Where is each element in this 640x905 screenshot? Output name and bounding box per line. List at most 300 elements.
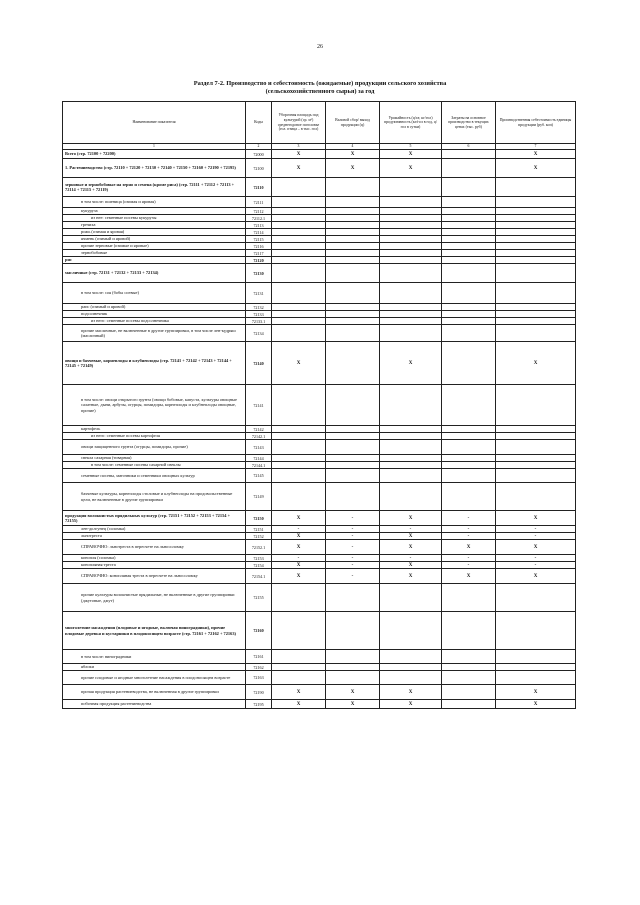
row-value-c4: [326, 440, 380, 455]
row-code: 72134: [246, 325, 272, 342]
row-value-c4: -: [326, 569, 380, 584]
row-code: 72144.1: [246, 462, 272, 469]
row-value-c5: [380, 197, 442, 208]
table-row: [63, 426, 576, 433]
row-value-c5: [380, 385, 442, 426]
row-value-c6: [442, 197, 496, 208]
row-value-c3: [272, 304, 326, 311]
row-value-c7: [496, 208, 576, 215]
row-code: 72115: [246, 236, 272, 243]
row-value-c3: [272, 197, 326, 208]
row-value-c4: [326, 455, 380, 462]
table-row: [63, 612, 576, 650]
row-label: льнотреста: [63, 533, 246, 540]
row-value-c6: [442, 462, 496, 469]
row-value-c4: [326, 304, 380, 311]
title-line-1: Раздел 7-2. Производство и себестоимость (ожидаемые) продукции сельского хозяйства: [193, 80, 447, 87]
table-row: [63, 700, 576, 709]
row-label: семенные посевы, маточники и семенники овощных культур: [63, 469, 246, 483]
row-label: рапс (озимый и яровой): [63, 304, 246, 311]
row-value-c5: [380, 229, 442, 236]
row-value-c5: X: [380, 150, 442, 159]
row-value-c7: [496, 197, 576, 208]
header-yield: Валовой сбор/ выход продукции (ц): [326, 102, 380, 144]
row-value-c3: X: [272, 540, 326, 555]
column-number: 1: [63, 144, 246, 150]
row-code: 72152.1: [246, 540, 272, 555]
row-value-c4: X: [326, 150, 380, 159]
row-code: 72163: [246, 671, 272, 685]
row-value-c5: X: [380, 562, 442, 569]
row-label: овощи защищенного грунта (огурцы, помидоры, прочие): [63, 440, 246, 455]
row-value-c3: X: [272, 533, 326, 540]
row-value-c3: [272, 462, 326, 469]
row-label: ячмень (озимый и яровой): [63, 236, 246, 243]
row-value-c5: -: [380, 555, 442, 562]
row-value-c4: [326, 325, 380, 342]
row-label: СПРАВОЧНО: конопляная треста в пересчете на льносоломку: [63, 569, 246, 584]
row-label: СПРАВОЧНО: льнотреста в пересчете на льносоломку: [63, 540, 246, 555]
row-value-c5: [380, 243, 442, 250]
row-value-c6: [442, 469, 496, 483]
table-row: [63, 540, 576, 555]
table-row: [63, 555, 576, 562]
row-label: овощи и бахчевые, корнеплоды и клубнеплоды (стр. 72141 + 72142 + 72143 + 72144 + 72145 + 72149): [63, 342, 246, 385]
row-label: лен-долгунец (соломка): [63, 526, 246, 533]
row-value-c4: -: [326, 540, 380, 555]
row-value-c3: [272, 483, 326, 511]
row-value-c3: [272, 283, 326, 304]
row-value-c4: X: [326, 159, 380, 178]
row-value-c6: [442, 325, 496, 342]
table-row: [63, 533, 576, 540]
table-row: [63, 208, 576, 215]
row-value-c6: [442, 150, 496, 159]
row-value-c7: [496, 462, 576, 469]
row-value-c5: X: [380, 159, 442, 178]
row-value-c6: [442, 671, 496, 685]
table-row: [63, 685, 576, 700]
row-value-c5: [380, 222, 442, 229]
row-label: рис: [63, 257, 246, 264]
table-row: [63, 511, 576, 526]
row-value-c5: [380, 483, 442, 511]
table-row: [63, 257, 576, 264]
row-code: 72195: [246, 700, 272, 709]
row-value-c7: [496, 229, 576, 236]
row-code: 72117: [246, 250, 272, 257]
row-code: 72142: [246, 426, 272, 433]
row-value-c4: X: [326, 700, 380, 709]
row-value-c7: [496, 650, 576, 664]
row-label: прочие зерновые (озимые и яровые): [63, 243, 246, 250]
row-value-c4: [326, 208, 380, 215]
row-value-c6: [442, 664, 496, 671]
row-value-c4: [326, 342, 380, 385]
row-label: из него: семенные посевы подсолнечника: [63, 318, 246, 325]
row-value-c5: [380, 215, 442, 222]
row-value-c6: [442, 178, 496, 197]
row-value-c5: [380, 584, 442, 612]
row-value-c5: [380, 455, 442, 462]
row-value-c6: [442, 264, 496, 283]
row-value-c6: [442, 311, 496, 318]
row-value-c6: [442, 229, 496, 236]
row-value-c5: [380, 462, 442, 469]
row-value-c7: [496, 325, 576, 342]
row-value-c5: X: [380, 540, 442, 555]
row-code: 72113: [246, 222, 272, 229]
row-value-c6: [442, 455, 496, 462]
table-row: [63, 671, 576, 685]
row-value-c7: [496, 264, 576, 283]
row-value-c4: [326, 222, 380, 229]
row-value-c5: [380, 311, 442, 318]
row-label: зернобобовые: [63, 250, 246, 257]
row-value-c5: [380, 650, 442, 664]
row-value-c5: X: [380, 533, 442, 540]
row-value-c3: [272, 236, 326, 243]
row-value-c3: X: [272, 569, 326, 584]
row-label: свекла сахарная (товарная): [63, 455, 246, 462]
row-value-c6: -: [442, 511, 496, 526]
row-code: 72151: [246, 526, 272, 533]
table-row: [63, 462, 576, 469]
row-label: в том числе: семенные посевы сахарной свеклы: [63, 462, 246, 469]
row-code: 72154.1: [246, 569, 272, 584]
row-value-c6: -: [442, 533, 496, 540]
row-label: кукуруза: [63, 208, 246, 215]
row-value-c3: [272, 178, 326, 197]
production-cost-table: [62, 101, 575, 709]
row-value-c3: [272, 671, 326, 685]
row-value-c4: [326, 178, 380, 197]
row-code: 72153: [246, 555, 272, 562]
row-label: яблоки: [63, 664, 246, 671]
row-value-c3: X: [272, 150, 326, 159]
row-value-c5: X: [380, 700, 442, 709]
row-code: 72143: [246, 440, 272, 455]
row-value-c5: [380, 664, 442, 671]
row-value-c7: [496, 283, 576, 304]
row-value-c4: [326, 264, 380, 283]
row-label: из нее: семенные посевы кукурузы: [63, 215, 246, 222]
row-code: 72132: [246, 304, 272, 311]
row-code: 72152: [246, 533, 272, 540]
row-value-c5: [380, 469, 442, 483]
column-number: 2: [246, 144, 272, 150]
table-row: [63, 283, 576, 304]
row-value-c4: -: [326, 533, 380, 540]
row-value-c5: X: [380, 342, 442, 385]
row-value-c5: [380, 612, 442, 650]
row-label: прочие масличные, не включенные в другие группировки, в том числе лен-кудряш (масличный): [63, 325, 246, 342]
row-code: 72130: [246, 264, 272, 283]
table-row: [63, 650, 576, 664]
row-label: Всего (стр. 72100 + 72200): [63, 150, 246, 159]
row-value-c5: [380, 440, 442, 455]
row-value-c7: [496, 318, 576, 325]
row-code: 72161: [246, 650, 272, 664]
row-value-c6: [442, 433, 496, 440]
row-label: в том числе: соя (бобы соевые): [63, 283, 246, 304]
table-row: [63, 385, 576, 426]
row-value-c4: [326, 483, 380, 511]
row-value-c7: -: [496, 533, 576, 540]
row-label: прочая продукция растениеводства, не включенная в другие группировки: [63, 685, 246, 700]
row-value-c5: [380, 304, 442, 311]
row-value-c3: X: [272, 342, 326, 385]
row-label: прочие культуры волокнистые прядильные, не включенные в другие группировки (джутовые, джут): [63, 584, 246, 612]
header-area: Уборочная площадь под культурой (ср. м²) среднегодовое поголовье (гол. птица – в тыс. гол): [272, 102, 326, 144]
row-code: 72144: [246, 455, 272, 462]
row-value-c3: [272, 325, 326, 342]
row-value-c3: X: [272, 562, 326, 569]
row-label: масличные (стр. 72131 + 72132 + 72133 + 72134): [63, 264, 246, 283]
row-value-c7: [496, 385, 576, 426]
row-value-c5: X: [380, 569, 442, 584]
row-value-c7: X: [496, 342, 576, 385]
row-code: 72142.1: [246, 433, 272, 440]
row-value-c6: [442, 426, 496, 433]
row-label: в том числе: виноградники: [63, 650, 246, 664]
row-value-c7: [496, 243, 576, 250]
row-value-c7: [496, 178, 576, 197]
row-value-c4: -: [326, 526, 380, 533]
table-row: [63, 526, 576, 533]
row-value-c6: [442, 685, 496, 700]
row-value-c7: X: [496, 569, 576, 584]
row-label: прочие плодовые и ягодные многолетние насаждения в плодоносящем возрасте: [63, 671, 246, 685]
header-name: Наименование показателя: [63, 102, 246, 144]
row-value-c3: [272, 426, 326, 433]
row-value-c6: [442, 700, 496, 709]
section-title: [60, 80, 580, 96]
row-value-c4: [326, 584, 380, 612]
row-value-c7: [496, 426, 576, 433]
table-row: [63, 236, 576, 243]
row-value-c3: [272, 440, 326, 455]
row-code: 72155: [246, 584, 272, 612]
row-value-c7: -: [496, 526, 576, 533]
row-value-c6: X: [442, 569, 496, 584]
row-value-c4: -: [326, 562, 380, 569]
row-value-c5: [380, 433, 442, 440]
row-value-c5: [380, 264, 442, 283]
table-row: [63, 178, 576, 197]
row-code: 72149: [246, 483, 272, 511]
header-code: Коды: [246, 102, 272, 144]
row-value-c5: [380, 236, 442, 243]
row-value-c6: X: [442, 540, 496, 555]
table-row: [63, 243, 576, 250]
row-value-c6: [442, 385, 496, 426]
table-row: [63, 250, 576, 257]
title-line-2: (сельскохозяйственного сырья) за год: [265, 88, 375, 95]
row-code: 72131: [246, 283, 272, 304]
row-label: многолетние насаждения (плодовые и ягодные, включая виноградники), прочие плодовые деревья и кустарники в плодоносящем возрасте (стр. 72161 + 72162 + 72163): [63, 612, 246, 650]
row-code: 72112: [246, 208, 272, 215]
row-value-c6: [442, 304, 496, 311]
row-value-c6: [442, 440, 496, 455]
row-code: 72141: [246, 385, 272, 426]
table-row: [63, 433, 576, 440]
row-value-c7: [496, 236, 576, 243]
table-row: [63, 455, 576, 462]
row-label: гречиха: [63, 222, 246, 229]
row-value-c3: [272, 433, 326, 440]
row-value-c6: [442, 650, 496, 664]
row-value-c4: [326, 664, 380, 671]
row-label: зерновые и зернобобовые на зерно и семена (кроме риса) (стр. 72111 + 72112 + 72113 + 72114 + 72115 + 72119): [63, 178, 246, 197]
row-value-c4: [326, 311, 380, 318]
row-value-c4: [326, 433, 380, 440]
row-label: из него: семенные посевы картофеля: [63, 433, 246, 440]
row-value-c6: -: [442, 555, 496, 562]
row-value-c4: [326, 671, 380, 685]
row-value-c3: [272, 257, 326, 264]
row-value-c7: X: [496, 150, 576, 159]
header-row: [63, 102, 576, 144]
row-code: 72111: [246, 197, 272, 208]
row-value-c7: [496, 612, 576, 650]
row-value-c7: [496, 584, 576, 612]
row-code: 72190: [246, 685, 272, 700]
row-value-c7: [496, 250, 576, 257]
row-value-c7: [496, 440, 576, 455]
row-value-c4: [326, 197, 380, 208]
row-code: 72145: [246, 469, 272, 483]
row-code: 72160: [246, 612, 272, 650]
row-value-c7: X: [496, 700, 576, 709]
table-row: [63, 229, 576, 236]
row-value-c4: [326, 612, 380, 650]
row-value-c7: X: [496, 685, 576, 700]
row-value-c3: X: [272, 511, 326, 526]
row-label: конопля (соломка): [63, 555, 246, 562]
row-label: 1. Растениеводство (стр. 72110 + 72120 + 72130 + 72140 + 72150 + 72160 + 72190 + 72195): [63, 159, 246, 178]
row-value-c3: [272, 385, 326, 426]
row-value-c4: [326, 318, 380, 325]
row-value-c7: [496, 222, 576, 229]
row-value-c3: [272, 650, 326, 664]
header-costs: Затраты на основное производство в текущих ценах (тыс. руб): [442, 102, 496, 144]
row-value-c7: [496, 311, 576, 318]
row-value-c7: [496, 215, 576, 222]
row-value-c7: [496, 483, 576, 511]
row-code: 72162: [246, 664, 272, 671]
row-value-c3: X: [272, 685, 326, 700]
row-value-c7: -: [496, 562, 576, 569]
row-value-c6: [442, 208, 496, 215]
row-code: 72112.1: [246, 215, 272, 222]
table-row: [63, 318, 576, 325]
row-value-c5: [380, 426, 442, 433]
table-row: [63, 197, 576, 208]
row-value-c5: -: [380, 526, 442, 533]
row-value-c7: [496, 455, 576, 462]
row-value-c5: [380, 178, 442, 197]
row-value-c3: [272, 455, 326, 462]
row-code: 72140: [246, 342, 272, 385]
row-label: подсолнечник: [63, 311, 246, 318]
row-value-c4: [326, 236, 380, 243]
row-value-c6: [442, 215, 496, 222]
table-row: [63, 440, 576, 455]
table-row: [63, 562, 576, 569]
column-number: 6: [442, 144, 496, 150]
table-row: [63, 342, 576, 385]
page-number: 26: [317, 44, 323, 50]
row-label: продукция волокнистых прядильных культур (стр. 72151 + 72152 + 72153 + 72154 + 72155): [63, 511, 246, 526]
row-value-c4: [326, 257, 380, 264]
row-value-c3: X: [272, 159, 326, 178]
table-row: [63, 569, 576, 584]
table-row: [63, 150, 576, 159]
column-number: 3: [272, 144, 326, 150]
row-value-c3: [272, 243, 326, 250]
row-value-c5: X: [380, 511, 442, 526]
row-value-c5: X: [380, 685, 442, 700]
row-value-c4: [326, 229, 380, 236]
row-value-c4: [326, 283, 380, 304]
row-value-c3: -: [272, 526, 326, 533]
table-row: [63, 325, 576, 342]
row-value-c6: [442, 236, 496, 243]
row-label: в том числе: овощи открытого грунта (овощи бобовые, капуста, культуры овощные салатные, дыни, арбузы, огурцы, помидоры, корнеплоды и клубнеплоды овощные, прочие): [63, 385, 246, 426]
row-value-c5: [380, 257, 442, 264]
row-value-c3: [272, 469, 326, 483]
column-number: 7: [496, 144, 576, 150]
row-value-c6: [442, 222, 496, 229]
row-code: 72114: [246, 229, 272, 236]
row-value-c4: [326, 650, 380, 664]
table-row: [63, 215, 576, 222]
row-code: 72154: [246, 562, 272, 569]
table-row: [63, 483, 576, 511]
table-row: [63, 664, 576, 671]
row-value-c3: [272, 612, 326, 650]
row-value-c6: [442, 243, 496, 250]
row-value-c7: -: [496, 555, 576, 562]
header-cost-unit: Производственная себестоимость единицы продукции (руб. коп): [496, 102, 576, 144]
row-value-c3: [272, 222, 326, 229]
table-row: [63, 311, 576, 318]
row-value-c3: [272, 264, 326, 283]
row-value-c7: X: [496, 159, 576, 178]
row-code: 72133: [246, 311, 272, 318]
row-value-c4: [326, 385, 380, 426]
row-value-c7: [496, 304, 576, 311]
row-code: 72000: [246, 150, 272, 159]
row-value-c4: -: [326, 555, 380, 562]
row-value-c4: [326, 462, 380, 469]
row-value-c6: [442, 159, 496, 178]
row-code: 72110: [246, 178, 272, 197]
row-value-c3: -: [272, 555, 326, 562]
row-label: конопляная треста: [63, 562, 246, 569]
row-code: 72133.1: [246, 318, 272, 325]
row-value-c3: [272, 584, 326, 612]
column-number: 5: [380, 144, 442, 150]
row-value-c6: -: [442, 526, 496, 533]
row-value-c7: [496, 469, 576, 483]
table-row: [63, 584, 576, 612]
column-number: 4: [326, 144, 380, 150]
row-value-c7: X: [496, 511, 576, 526]
row-value-c4: [326, 426, 380, 433]
row-value-c6: [442, 483, 496, 511]
